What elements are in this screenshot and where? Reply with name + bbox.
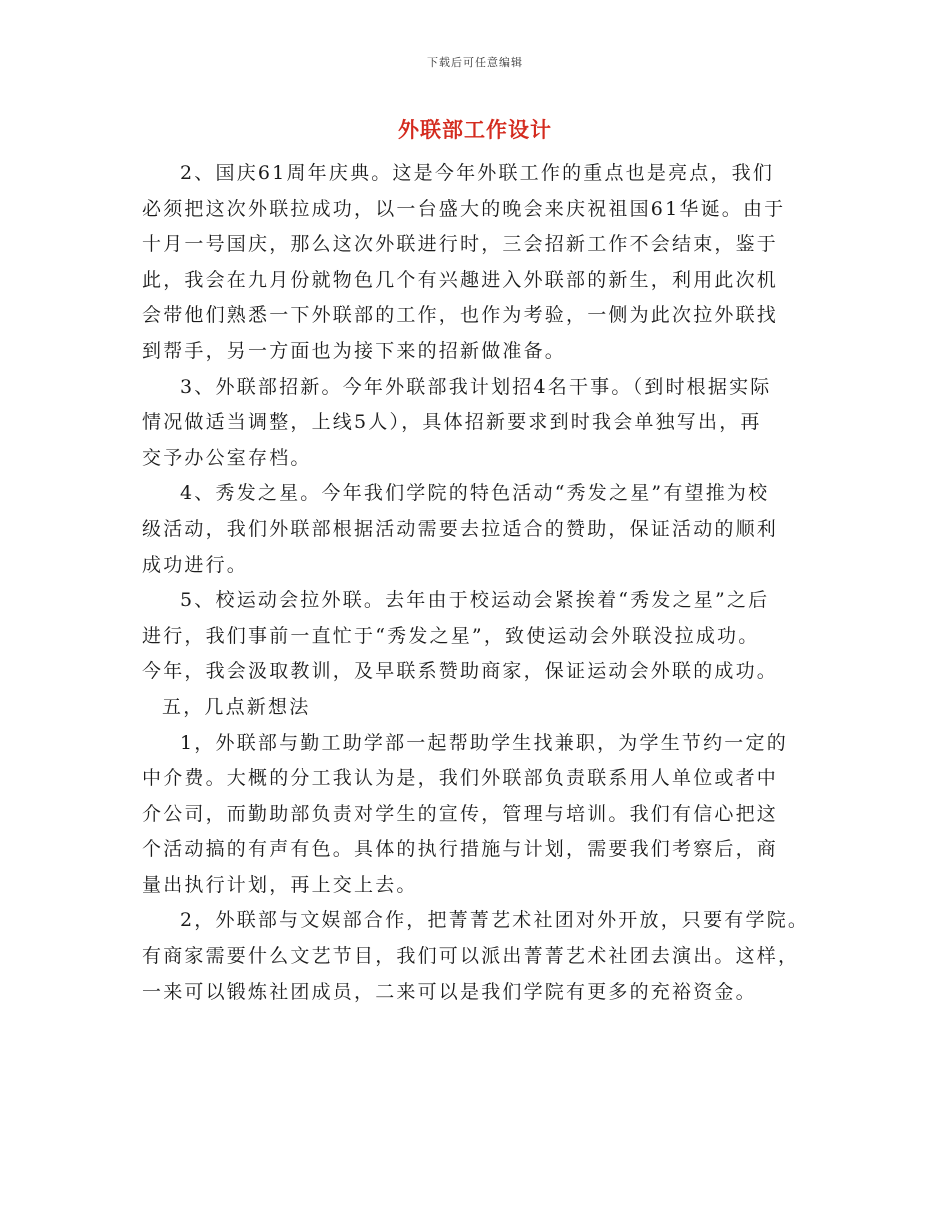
text-line: 1，外联部与勤工助学部一起帮助学生找兼职，为学生节约一定的 (180, 731, 788, 754)
text-line: 五，几点新想法 (162, 695, 311, 718)
text-line: 情况做适当调整，上线5人），具体招新要求到时我会单独写出，再 (142, 411, 762, 434)
document-title: 外联部工作设计 (398, 117, 552, 142)
document-body (142, 156, 832, 1010)
text-line: 成功进行。 (142, 553, 249, 576)
text-line: 2、国庆61周年庆典。这是今年外联工作的重点也是亮点，我们 (180, 162, 775, 184)
text-line: 十月一号国庆，那么这次外联进行时，三会招新工作不会结束，鉴于 (142, 233, 779, 256)
text-line: 量出执行计划，再上交上去。 (142, 873, 418, 896)
text-line: 5、校运动会拉外联。去年由于校运动会紧挨着“秀发之星”之后 (180, 589, 770, 612)
text-line: 今年，我会汲取教训，及早联系赞助商家，保证运动会外联的成功。 (142, 660, 779, 683)
text-line: 中介费。大概的分工我认为是，我们外联部负责联系用人单位或者中 (142, 767, 779, 790)
text-line: 此，我会在九月份就物色几个有兴趣进入外联部的新生，利用此次机 (142, 268, 779, 291)
text-line: 有商家需要什么文艺节目，我们可以派出菁菁艺术社团去演出。这样， (142, 945, 800, 968)
text-line: 交予办公室存档。 (142, 446, 312, 469)
text-line: 3、外联部招新。今年外联部我计划招4名干事。（到时根据实际 (180, 375, 772, 398)
text-line: 个活动搞的有声有色。具体的执行措施与计划，需要我们考察后，商 (142, 838, 779, 861)
header-note: 下载后可任意编辑 (427, 56, 523, 69)
text-line: 必须把这次外联拉成功，以一台盛大的晚会来庆祝祖国61华诞。由于 (142, 197, 786, 220)
text-line: 2，外联部与文娱部合作，把菁菁艺术社团对外开放，只要有学院。 (180, 909, 810, 932)
text-line: 会带他们熟悉一下外联部的工作，也作为考验，一侧为此次拉外联找 (142, 304, 779, 327)
text-line: 级活动，我们外联部根据活动需要去拉适合的赞助，保证活动的顺利 (142, 517, 779, 540)
text-line: 到帮手，另一方面也为接下来的招新做准备。 (142, 339, 567, 362)
text-line: 一来可以锻炼社团成员，二来可以是我们学院有更多的充裕资金。 (142, 980, 757, 1003)
text-line: 进行，我们事前一直忙于“秀发之星”，致使运动会外联没拉成功。 (142, 624, 760, 647)
text-line: 介公司，而勤助部负责对学生的宣传，管理与培训。我们有信心把这 (142, 802, 779, 825)
text-line: 4、秀发之星。今年我们学院的特色活动“秀发之星”有望推为校 (180, 482, 770, 505)
